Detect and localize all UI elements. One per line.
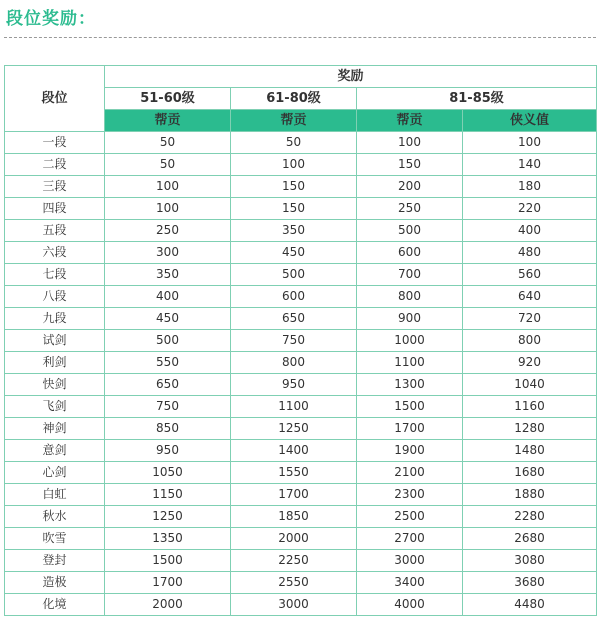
contribution-61-80-cell: 600 <box>231 286 357 308</box>
contribution-51-60-cell: 1700 <box>105 572 231 594</box>
contribution-61-80-cell: 150 <box>231 198 357 220</box>
contribution-61-80-cell: 350 <box>231 220 357 242</box>
table-row <box>5 484 597 506</box>
chivalry-81-85-cell: 220 <box>463 198 597 220</box>
table-row <box>5 242 597 264</box>
contribution-61-80-cell: 50 <box>231 132 357 154</box>
contribution-81-85-cell: 1300 <box>357 374 463 396</box>
contribution-81-85-cell: 1500 <box>357 396 463 418</box>
table-row <box>5 594 597 616</box>
reward-group-header: 奖励 <box>105 66 597 88</box>
contribution-61-80-cell: 450 <box>231 242 357 264</box>
rank-cell: 二段 <box>5 154 105 176</box>
contribution-51-60-cell: 850 <box>105 418 231 440</box>
chivalry-81-85-cell: 1480 <box>463 440 597 462</box>
table-row <box>5 374 597 396</box>
rank-cell: 六段 <box>5 242 105 264</box>
contribution-51-60-cell: 950 <box>105 440 231 462</box>
contribution-61-80-cell: 2000 <box>231 528 357 550</box>
contribution-81-85-cell: 2700 <box>357 528 463 550</box>
contribution-81-85-cell: 700 <box>357 264 463 286</box>
contribution-51-60-cell: 300 <box>105 242 231 264</box>
contribution-81-85-cell: 600 <box>357 242 463 264</box>
rank-cell: 造极 <box>5 572 105 594</box>
contribution-51-60-cell: 650 <box>105 374 231 396</box>
contribution-81-85-cell: 1100 <box>357 352 463 374</box>
table-row <box>5 330 597 352</box>
chivalry-81-85-cell: 1680 <box>463 462 597 484</box>
contribution-61-80-cell: 1550 <box>231 462 357 484</box>
chivalry-81-85-cell: 140 <box>463 154 597 176</box>
contribution-81-85-cell: 2500 <box>357 506 463 528</box>
rank-cell: 白虹 <box>5 484 105 506</box>
rank-cell: 利剑 <box>5 352 105 374</box>
chivalry-81-85-cell: 800 <box>463 330 597 352</box>
band-header-51-60: 51-60级 <box>105 88 231 110</box>
chivalry-81-85-cell: 180 <box>463 176 597 198</box>
table-row <box>5 572 597 594</box>
chivalry-81-85-cell: 4480 <box>463 594 597 616</box>
table-row <box>5 462 597 484</box>
chivalry-81-85-cell: 2680 <box>463 528 597 550</box>
contribution-51-60-cell: 1150 <box>105 484 231 506</box>
contribution-51-60-cell: 400 <box>105 286 231 308</box>
chivalry-81-85-cell: 920 <box>463 352 597 374</box>
contribution-81-85-cell: 1000 <box>357 330 463 352</box>
table-row <box>5 176 597 198</box>
table-row <box>5 506 597 528</box>
contribution-51-60-cell: 2000 <box>105 594 231 616</box>
chivalry-81-85-cell: 1160 <box>463 396 597 418</box>
rank-cell: 心剑 <box>5 462 105 484</box>
table-row <box>5 550 597 572</box>
chivalry-81-85-cell: 720 <box>463 308 597 330</box>
chivalry-81-85-cell: 560 <box>463 264 597 286</box>
contribution-51-60-cell: 1500 <box>105 550 231 572</box>
column-header-contribution-3: 帮贡 <box>357 110 463 132</box>
table-row <box>5 352 597 374</box>
band-header-81-85: 81-85级 <box>357 88 597 110</box>
rank-cell: 化境 <box>5 594 105 616</box>
contribution-81-85-cell: 1900 <box>357 440 463 462</box>
contribution-51-60-cell: 1350 <box>105 528 231 550</box>
contribution-51-60-cell: 500 <box>105 330 231 352</box>
rank-cell: 秋水 <box>5 506 105 528</box>
contribution-61-80-cell: 1400 <box>231 440 357 462</box>
contribution-61-80-cell: 500 <box>231 264 357 286</box>
chivalry-81-85-cell: 1880 <box>463 484 597 506</box>
column-header-contribution-2: 帮贡 <box>231 110 357 132</box>
contribution-81-85-cell: 2300 <box>357 484 463 506</box>
rank-cell: 试剑 <box>5 330 105 352</box>
contribution-61-80-cell: 100 <box>231 154 357 176</box>
rank-cell: 八段 <box>5 286 105 308</box>
table-row <box>5 528 597 550</box>
contribution-61-80-cell: 750 <box>231 330 357 352</box>
contribution-81-85-cell: 150 <box>357 154 463 176</box>
contribution-61-80-cell: 2550 <box>231 572 357 594</box>
table-row <box>5 132 597 154</box>
contribution-51-60-cell: 350 <box>105 264 231 286</box>
contribution-61-80-cell: 800 <box>231 352 357 374</box>
table-row <box>5 440 597 462</box>
contribution-51-60-cell: 1050 <box>105 462 231 484</box>
rank-cell: 飞剑 <box>5 396 105 418</box>
chivalry-81-85-cell: 3080 <box>463 550 597 572</box>
contribution-81-85-cell: 500 <box>357 220 463 242</box>
rank-cell: 三段 <box>5 176 105 198</box>
contribution-51-60-cell: 750 <box>105 396 231 418</box>
contribution-61-80-cell: 1850 <box>231 506 357 528</box>
contribution-61-80-cell: 1100 <box>231 396 357 418</box>
chivalry-81-85-cell: 400 <box>463 220 597 242</box>
contribution-81-85-cell: 900 <box>357 308 463 330</box>
rank-cell: 登封 <box>5 550 105 572</box>
contribution-51-60-cell: 550 <box>105 352 231 374</box>
table-row <box>5 198 597 220</box>
column-header-contribution-1: 帮贡 <box>105 110 231 132</box>
chivalry-81-85-cell: 3680 <box>463 572 597 594</box>
contribution-51-60-cell: 450 <box>105 308 231 330</box>
rank-cell: 快剑 <box>5 374 105 396</box>
rank-cell: 七段 <box>5 264 105 286</box>
table-row <box>5 264 597 286</box>
contribution-81-85-cell: 100 <box>357 132 463 154</box>
chivalry-81-85-cell: 2280 <box>463 506 597 528</box>
contribution-61-80-cell: 3000 <box>231 594 357 616</box>
contribution-51-60-cell: 1250 <box>105 506 231 528</box>
column-header-chivalry: 侠义值 <box>463 110 597 132</box>
chivalry-81-85-cell: 1040 <box>463 374 597 396</box>
chivalry-81-85-cell: 640 <box>463 286 597 308</box>
table-row <box>5 418 597 440</box>
contribution-61-80-cell: 1700 <box>231 484 357 506</box>
chivalry-81-85-cell: 480 <box>463 242 597 264</box>
contribution-61-80-cell: 650 <box>231 308 357 330</box>
contribution-51-60-cell: 100 <box>105 198 231 220</box>
contribution-51-60-cell: 250 <box>105 220 231 242</box>
rank-cell: 神剑 <box>5 418 105 440</box>
contribution-81-85-cell: 2100 <box>357 462 463 484</box>
contribution-61-80-cell: 950 <box>231 374 357 396</box>
contribution-81-85-cell: 3000 <box>357 550 463 572</box>
table-row <box>5 154 597 176</box>
rank-cell: 五段 <box>5 220 105 242</box>
rank-column-header: 段位 <box>5 66 105 132</box>
contribution-81-85-cell: 250 <box>357 198 463 220</box>
table-body <box>5 132 597 616</box>
band-header-61-80: 61-80级 <box>231 88 357 110</box>
contribution-81-85-cell: 3400 <box>357 572 463 594</box>
contribution-61-80-cell: 1250 <box>231 418 357 440</box>
table-row <box>5 308 597 330</box>
contribution-61-80-cell: 2250 <box>231 550 357 572</box>
table-row <box>5 220 597 242</box>
rank-cell: 四段 <box>5 198 105 220</box>
contribution-81-85-cell: 200 <box>357 176 463 198</box>
table-row <box>5 396 597 418</box>
contribution-51-60-cell: 100 <box>105 176 231 198</box>
rank-cell: 意剑 <box>5 440 105 462</box>
contribution-51-60-cell: 50 <box>105 154 231 176</box>
rank-cell: 一段 <box>5 132 105 154</box>
contribution-51-60-cell: 50 <box>105 132 231 154</box>
contribution-81-85-cell: 1700 <box>357 418 463 440</box>
chivalry-81-85-cell: 1280 <box>463 418 597 440</box>
table-row <box>5 286 597 308</box>
contribution-81-85-cell: 800 <box>357 286 463 308</box>
rewards-table <box>4 65 597 616</box>
rank-cell: 吹雪 <box>5 528 105 550</box>
chivalry-81-85-cell: 100 <box>463 132 597 154</box>
contribution-61-80-cell: 150 <box>231 176 357 198</box>
rank-cell: 九段 <box>5 308 105 330</box>
section-heading: 段位奖励： <box>6 9 96 29</box>
dashed-divider <box>4 37 596 38</box>
contribution-81-85-cell: 4000 <box>357 594 463 616</box>
